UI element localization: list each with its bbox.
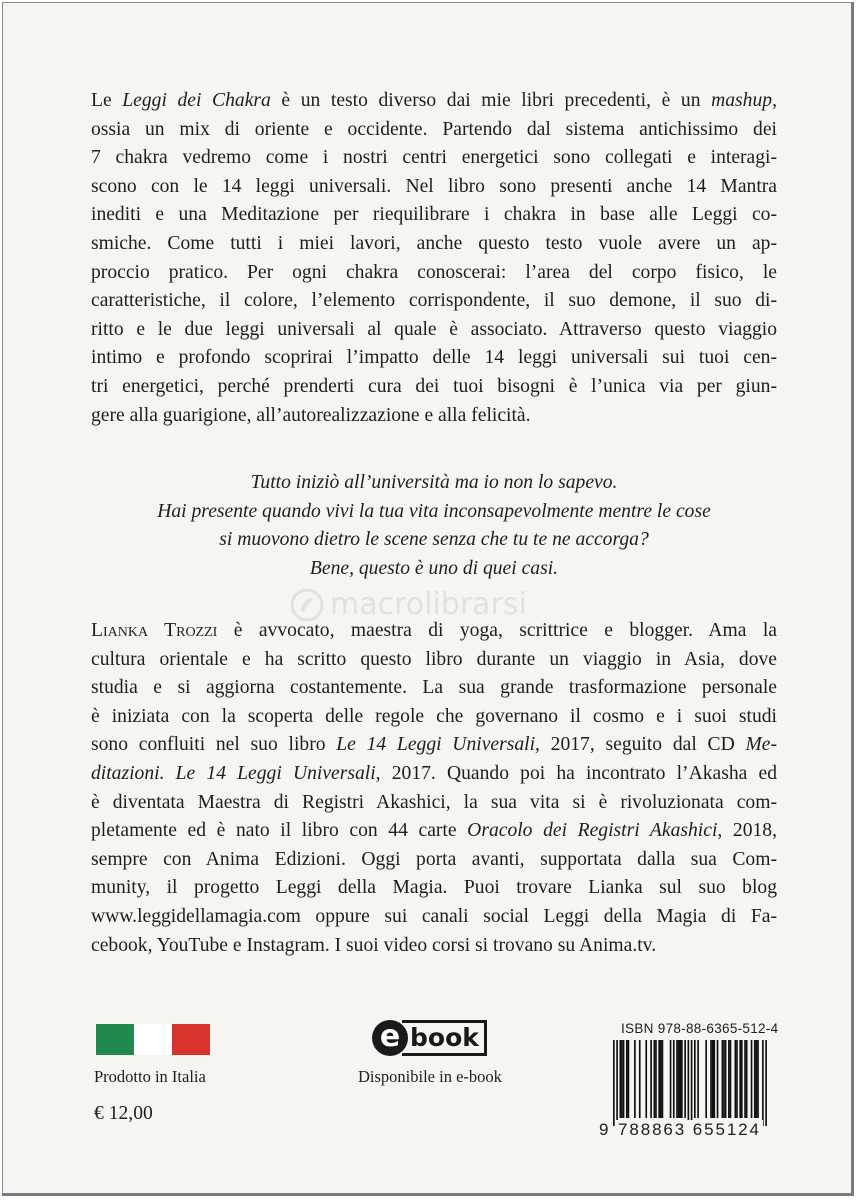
barcode-bar — [676, 1040, 678, 1118]
text-line: sempre con Anima Edizioni. Oggi porta avanti, supportata dalla sua Com- — [91, 848, 777, 870]
barcode-bar — [621, 1040, 623, 1118]
italic-title: Leggi dei Chakra — [122, 90, 271, 111]
barcode-bar — [765, 1040, 767, 1126]
ebook-logo — [372, 1019, 498, 1057]
barcode-bar — [634, 1040, 636, 1118]
description-paragraph — [91, 87, 777, 430]
barcode-icon — [599, 1040, 777, 1130]
barcode-bar — [744, 1040, 746, 1118]
barcode-bar — [628, 1040, 630, 1118]
barcode-bar — [751, 1040, 753, 1118]
quote-line: si muovono dietro le scene senza che tu te ne accorga? — [219, 529, 649, 551]
barcode-bar — [650, 1040, 652, 1118]
barcode-bar — [679, 1040, 681, 1118]
italic-title: Me- — [745, 734, 778, 756]
text-line: cultura orientale e ha scritto questo libro durante un viaggio in Asia, dove — [91, 648, 777, 670]
text-line: sono confluiti nel suo libro Le 14 Leggi Universali, 2017, seguito dal CD Me- — [91, 734, 778, 756]
barcode-bar — [691, 1040, 693, 1126]
barcode-bar — [754, 1040, 756, 1118]
barcode-bar — [710, 1040, 712, 1118]
text-line: ossia un mix di oriente e occidente. Partendo dal sistema antichissimo dei — [91, 118, 777, 140]
isbn-label: ISBN 978-88-6365-512-4 — [621, 1021, 779, 1036]
barcode-bar — [619, 1040, 621, 1118]
barcode-bar — [722, 1040, 724, 1118]
watermark-text: macrolibrarsi — [330, 587, 527, 622]
ebook-available-label: Disponibile in e-book — [358, 1067, 502, 1086]
text-line: cebook, YouTube e Instagram. I suoi video corsi si trovano su Anima.tv. — [91, 934, 657, 956]
flag-stripe-white — [134, 1024, 172, 1055]
made-in-italy-label: Prodotto in Italia — [94, 1067, 206, 1086]
barcode-bar — [639, 1040, 641, 1118]
barcode-bar — [684, 1040, 686, 1118]
barcode-bar — [616, 1040, 618, 1126]
author-bio-paragraph — [91, 617, 777, 960]
barcode-bar — [670, 1040, 672, 1118]
quote-line: Tutto iniziò all’università ma io non lo sapevo. — [250, 472, 618, 493]
book-back-cover — [2, 2, 854, 1196]
author-name: Lianka Trozzi — [91, 620, 218, 641]
ebook-logo-e: e — [372, 1020, 408, 1056]
italic-title: Oracolo dei Registri Akashici — [467, 820, 718, 842]
italic-title: Le 14 Leggi Universali — [336, 734, 536, 756]
text-line: smiche. Come tutti i miei lavori, anche questo testo vuole avere un ap- — [91, 232, 777, 254]
text-line: pletamente ed è nato il libro con 44 carte Oracolo dei Registri Akashici, 2018, — [91, 820, 777, 842]
italic-title: ditazioni. Le 14 Leggi Universali — [91, 762, 376, 784]
text-line: munity, il progetto Leggi della Magia. Puoi trovare Lianka sul suo blog — [91, 877, 777, 899]
barcode-bar — [626, 1040, 628, 1118]
barcode-bar — [678, 1040, 680, 1118]
barcode-bar — [688, 1040, 690, 1126]
barcode-bar — [613, 1040, 615, 1126]
italian-flag-icon — [96, 1024, 210, 1055]
ebook-logo-word: book — [402, 1020, 487, 1056]
barcode-bar — [735, 1040, 737, 1118]
barcode-bar — [694, 1040, 696, 1118]
barcode-bar — [723, 1040, 725, 1118]
barcode-bar — [757, 1040, 759, 1118]
barcode-bar — [741, 1040, 743, 1118]
barcode-bar — [725, 1040, 727, 1118]
barcode-bar — [762, 1040, 764, 1126]
barcode-bar — [736, 1040, 738, 1118]
barcode-bar — [739, 1040, 741, 1118]
quote-block — [91, 469, 777, 583]
flag-stripe-red — [172, 1024, 210, 1055]
text-line: Lianka Trozzi è avvocato, maestra di yoga, scrittrice e blogger. Ama la — [91, 620, 777, 641]
text-line: inediti e una Meditazione per riequilibrare i chakra in base alle Leggi co- — [91, 204, 777, 226]
barcode-bar — [717, 1040, 719, 1118]
text-line: ditazioni. Le 14 Leggi Universali, 2017. Quando poi ha incontrato l’Akasha ed — [91, 762, 778, 784]
ean-digits: 788863 655124 — [618, 1120, 761, 1139]
text-line: tri energetici, perché prenderti cura dei tuoi bisogni è l’unica via per giun- — [91, 375, 777, 397]
text-line: proccio pratico. Per ogni chakra conoscerai: l’area del corpo fisico, le — [91, 261, 777, 283]
barcode-bar — [662, 1040, 664, 1118]
text-line: ritto e le due leggi universali al quale è associato. Attraverso questo viaggio — [91, 318, 777, 340]
text-line: Le Leggi dei Chakra è un testo diverso dai mie libri precedenti, è un mashup, — [91, 90, 777, 111]
barcode-bar — [756, 1040, 758, 1118]
barcode-bar — [728, 1040, 730, 1118]
text-line: è iniziata con la scoperta delle regole che governano il cosmo e i suoi studi — [91, 705, 777, 727]
text-line: intimo e profondo scoprirai l’impatto delle 14 leggi universali sui tuoi cen- — [91, 347, 777, 369]
ean-first-digit: 9 — [599, 1120, 609, 1139]
barcode-bar — [712, 1040, 714, 1118]
barcode-bar — [660, 1040, 662, 1118]
barcode-bar — [658, 1040, 660, 1118]
text-line: caratteristiche, il colore, l’elemento corrispondente, il suo demone, il suo di- — [91, 290, 777, 312]
price: € 12,00 — [94, 1103, 153, 1124]
barcode-bar — [746, 1040, 748, 1118]
barcode-bar — [705, 1040, 707, 1118]
barcode-bar — [655, 1040, 657, 1118]
barcode-bar — [645, 1040, 647, 1118]
text-line: è diventata Maestra di Registri Akashici, la sua vita si è rivoluzionata com- — [91, 791, 777, 813]
text-line: studia e si aggiorna costantemente. La sua grande trasformazione personale — [91, 677, 777, 699]
quote-line: Hai presente quando vivi la tua vita inconsapevolmente mentre le cose — [157, 500, 711, 522]
barcode-bar — [730, 1040, 732, 1118]
quote-line: Bene, questo è uno di quei casi. — [309, 557, 559, 579]
text-line: www.leggidellamagia.com oppure sui canali social Leggi della Magia di Fa- — [91, 905, 777, 927]
barcode-area — [599, 1020, 777, 1142]
text-line: 7 chakra vedremo come i nostri centri energetici sono collegati e interagi- — [91, 147, 777, 169]
barcode-bar — [654, 1040, 656, 1118]
text-line: gere alla guarigione, all’autorealizzazione e alla felicità. — [91, 404, 531, 426]
barcode-bar — [713, 1040, 715, 1118]
barcode-bar — [681, 1040, 683, 1118]
barcode-bar — [623, 1040, 625, 1118]
flag-stripe-green — [96, 1024, 134, 1055]
barcode-bar — [697, 1040, 699, 1118]
italic-title: mashup — [711, 90, 773, 111]
barcode-bar — [673, 1040, 675, 1118]
text-line: scono con le 14 leggi universali. Nel libro sono presenti anche 14 Mantra — [91, 175, 777, 197]
